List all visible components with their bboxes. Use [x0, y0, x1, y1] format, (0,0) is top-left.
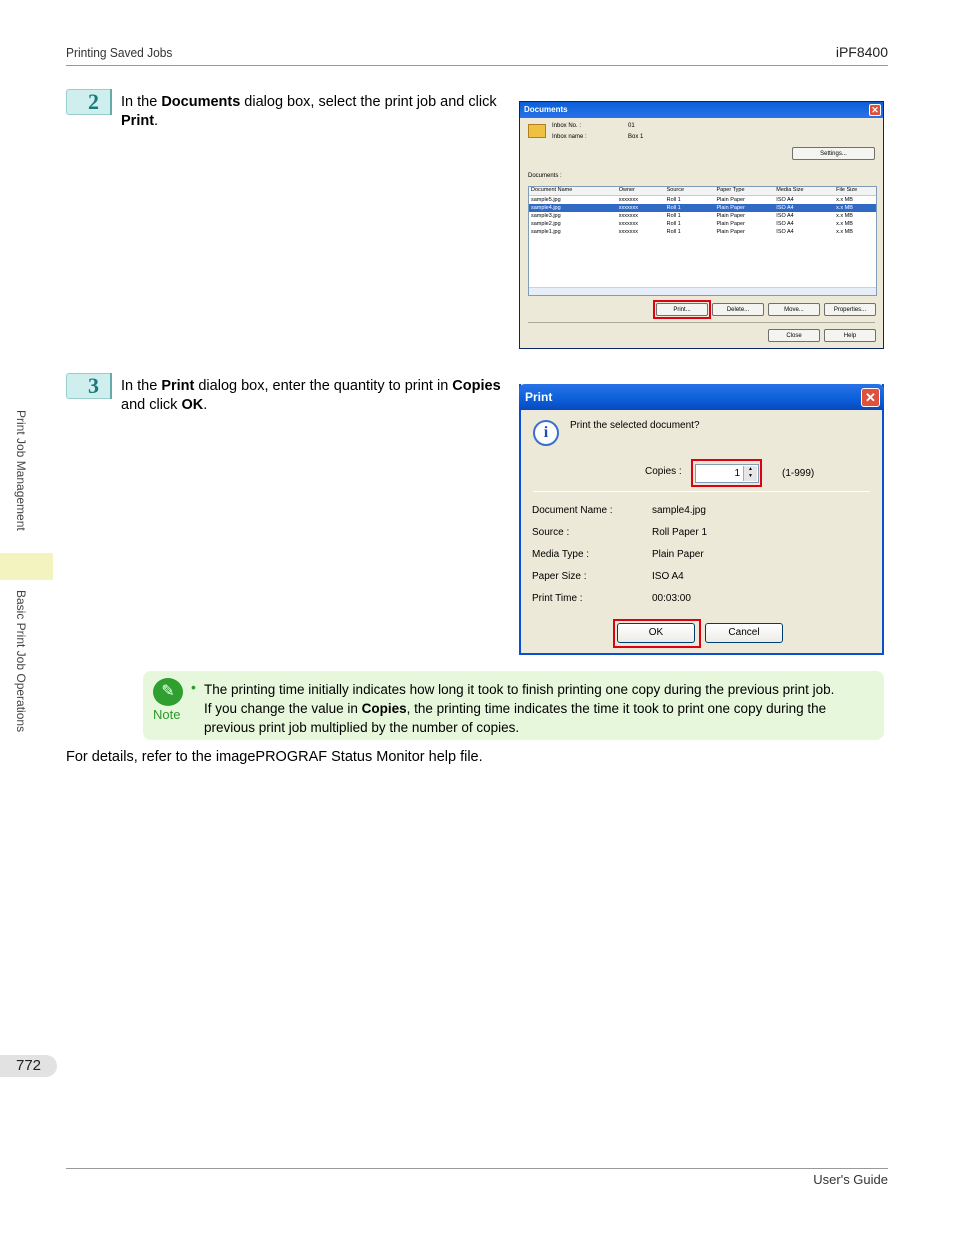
document-name-label: Document Name : — [532, 505, 613, 516]
copies-range: (1-999) — [782, 468, 815, 479]
header-model: iPF8400 — [835, 44, 888, 60]
step-2-text: In the Documents dialog box, select the print job and click Print. — [121, 94, 497, 129]
step-number-3: 3 — [66, 373, 112, 399]
delete-button[interactable]: Delete... — [712, 303, 764, 316]
highlight-box — [613, 619, 701, 648]
footer-title: User's Guide — [813, 1172, 888, 1187]
list-header — [529, 187, 876, 196]
column-header[interactable]: Document Name — [531, 187, 573, 193]
inbox-name-value: Box 1 — [628, 134, 644, 140]
highlight-box — [653, 300, 711, 319]
documents-dialog — [519, 101, 884, 349]
source-value: Roll Paper 1 — [652, 527, 708, 538]
horizontal-scrollbar[interactable] — [529, 287, 876, 295]
note-line-1: The printing time initially indicates how long it took to finish printing one copy during the previous print job. — [204, 682, 835, 697]
inbox-name-label: Inbox name : — [552, 134, 587, 140]
source-label: Source : — [532, 527, 570, 538]
cancel-button[interactable]: Cancel — [705, 623, 783, 643]
close-icon[interactable]: ✕ — [869, 104, 881, 116]
document-name-value: sample4.jpg — [652, 505, 706, 516]
documents-list[interactable] — [528, 186, 877, 296]
divider — [533, 491, 870, 492]
footer-rule — [66, 1168, 888, 1169]
media-type-label: Media Type : — [532, 549, 590, 560]
copies-input[interactable]: 1 ▲ ▼ — [695, 464, 759, 483]
sidebar-chapter: Print Job Management — [14, 410, 28, 531]
print-dialog-title: Print ✕ — [519, 384, 884, 410]
list-item[interactable]: sample1.jpg xxxxxxx Roll 1 Plain Paper ISO A4 x.x MB — [531, 229, 853, 235]
paper-size-label: Paper Size : — [532, 571, 587, 582]
print-time-label: Print Time : — [532, 593, 583, 604]
print-time-value: 00:03:00 — [652, 593, 691, 604]
inbox-no-value: 01 — [628, 123, 635, 129]
properties-button[interactable]: Properties... — [824, 303, 876, 316]
column-header[interactable]: Paper Type — [716, 187, 745, 193]
ok-button[interactable]: OK — [617, 623, 695, 643]
info-icon: i — [533, 420, 559, 446]
note-box — [143, 671, 884, 740]
help-button[interactable]: Help — [824, 329, 876, 342]
copies-label: Copies : — [645, 466, 682, 477]
paper-size-value: ISO A4 — [652, 571, 684, 582]
note-label: Note — [153, 707, 181, 722]
divider — [528, 322, 875, 323]
print-dialog — [519, 384, 884, 655]
highlight-box — [691, 459, 762, 487]
inbox-icon — [528, 124, 546, 138]
list-item[interactable]: sample2.jpg xxxxxxx Roll 1 Plain Paper ISO A4 x.x MB — [531, 221, 853, 227]
column-header[interactable]: Owner — [618, 187, 635, 193]
step-3-text: In the Print dialog box, enter the quantity to print in Copies and click OK. — [121, 378, 501, 413]
list-item[interactable]: sample3.jpg xxxxxxx Roll 1 Plain Paper ISO A4 x.x MB — [531, 213, 853, 219]
settings-button[interactable]: Settings... — [792, 147, 875, 160]
details-text: For details, refer to the imagePROGRAF Status Monitor help file. — [66, 749, 483, 765]
header-section-title: Printing Saved Jobs — [66, 45, 173, 60]
print-button[interactable]: Print... — [656, 303, 708, 316]
list-item[interactable]: sample5.jpg xxxxxxx Roll 1 Plain Paper ISO A4 x.x MB — [531, 197, 853, 203]
move-button[interactable]: Move... — [768, 303, 820, 316]
pencil-icon: ✎ — [153, 678, 183, 706]
header-rule — [66, 65, 888, 66]
close-button[interactable]: Close — [768, 329, 820, 342]
print-question: Print the selected document? — [570, 420, 700, 431]
media-type-value: Plain Paper — [652, 549, 704, 560]
column-header[interactable]: File Size — [836, 187, 858, 193]
documents-dialog-title: Documents ✕ — [520, 102, 883, 118]
note-text — [204, 680, 874, 737]
note-line-2: If you change the value in Copies, the printing time indicates the time it took to print one copy during the previous print job multiplied by the number of copies. — [204, 701, 827, 735]
bullet-icon: • — [191, 679, 196, 695]
page-number: 772 — [0, 1055, 57, 1077]
sidebar-tab-marker — [0, 553, 53, 580]
column-header[interactable]: Media Size — [776, 187, 804, 193]
sidebar-section: Basic Print Job Operations — [14, 590, 28, 733]
column-header[interactable]: Source — [666, 187, 685, 193]
copies-spinner[interactable]: ▲ ▼ — [743, 466, 757, 481]
step-number-2: 2 — [66, 89, 112, 115]
close-icon[interactable]: ✕ — [861, 388, 880, 407]
inbox-no-label: Inbox No. : — [552, 123, 582, 129]
list-item-selected[interactable]: sample4.jpg xxxxxxx Roll 1 Plain Paper ISO A4 x.x MB — [529, 204, 876, 212]
documents-label: Documents : — [528, 173, 562, 179]
